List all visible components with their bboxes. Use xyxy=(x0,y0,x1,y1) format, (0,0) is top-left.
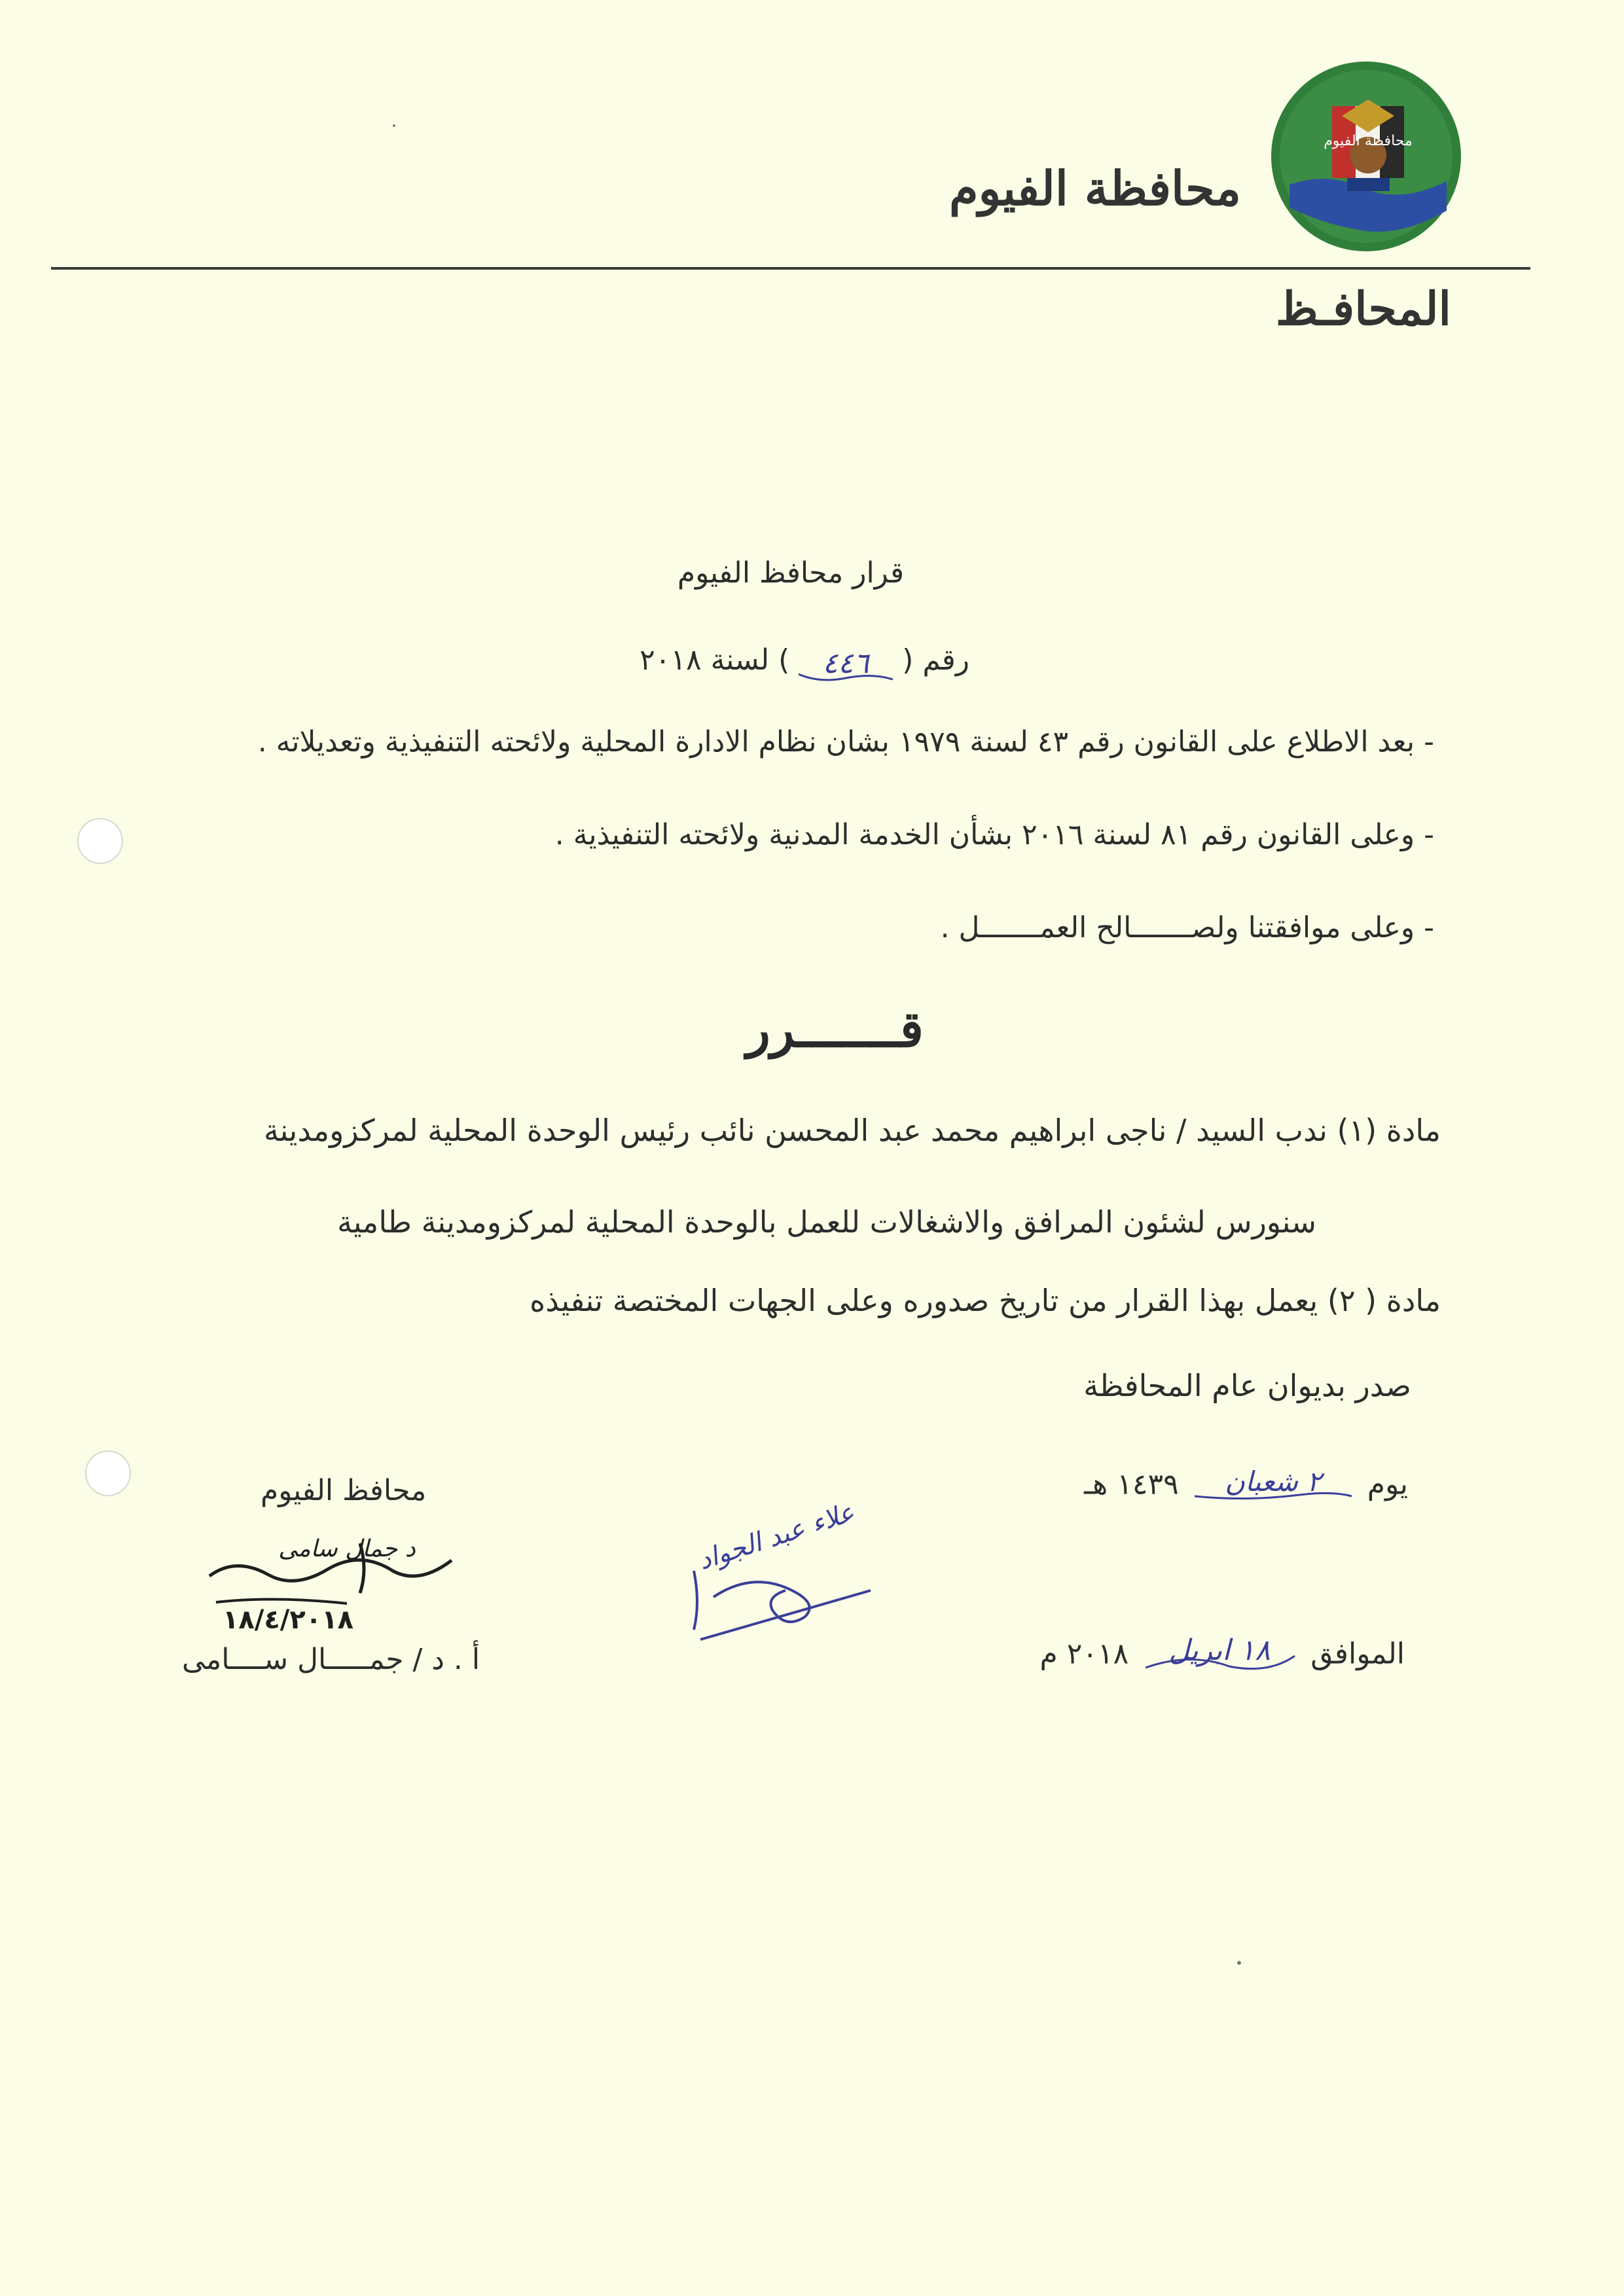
governorate-title: محافظة الفيوم xyxy=(949,160,1241,216)
hijri-date-suffix: ١٤٣٩ هـ xyxy=(1084,1467,1179,1501)
preamble-item: - بعد الاطلاع على القانون رقم ٤٣ لسنة ١٩٧٩ بشان نظام الادارة المحلية ولائحته التنفيذية وتعديلاته . xyxy=(257,725,1434,759)
article-1-line-1: مادة (١) ندب السيد / ناجى ابراهيم محمد عبد المحسن نائب رئيس الوحدة المحلية لمركزومدينة xyxy=(264,1113,1441,1148)
issued-at: صدر بديوان عام المحافظة xyxy=(1083,1368,1411,1403)
handwritten-hijri-date xyxy=(1188,1460,1358,1513)
article-1-line-2: سنورس لشئون المرافق والاشغالات للعمل بالوحدة المحلية لمركزومدينة طامية xyxy=(337,1204,1316,1240)
decision-number-suffix: ) لسنة ٢٠١٨ xyxy=(640,643,790,677)
governor-name: أ . د / جمـــــال ســــامى xyxy=(182,1643,480,1676)
decree-heading: قـــــــرر xyxy=(746,1000,924,1058)
handwritten-gregorian-date xyxy=(1138,1626,1301,1685)
preamble-item: - وعلى موافقتنا ولصـــــــالح العمـــــــل . xyxy=(940,911,1434,944)
handwritten-number-text: ٤٤٦ xyxy=(822,647,869,680)
hijri-date-prefix: يوم xyxy=(1367,1467,1408,1501)
handwritten-decision-number xyxy=(793,640,898,683)
fayoum-governorate-seal-icon xyxy=(1270,60,1463,253)
article-2: مادة ( ٢) يعمل بهذا القرار من تاريخ صدوره وعلى الجهات المختصة تنفيذه xyxy=(530,1283,1441,1318)
gregorian-handwritten-text: ١٨ ابريل xyxy=(1168,1634,1271,1667)
header-divider xyxy=(51,267,1530,270)
office-title: المحافـظ xyxy=(1275,281,1451,336)
governor-sign-text: د جمال سامى xyxy=(278,1535,416,1562)
hijri-handwritten-text: ٢ شعبان xyxy=(1224,1465,1322,1498)
decision-number-line xyxy=(640,640,969,683)
secondary-handwritten-signature xyxy=(674,1499,884,1649)
hijri-date xyxy=(1084,1460,1408,1513)
punch-hole xyxy=(85,1450,131,1496)
secondary-signature-text: علاء عبد الجواد xyxy=(695,1499,858,1576)
decision-number-prefix: رقم ( xyxy=(902,643,969,677)
governor-sign-date: ١٨/٤/٢٠١٨ xyxy=(222,1605,354,1635)
seal-text: محافظة الفيوم xyxy=(1324,133,1413,149)
punch-hole xyxy=(77,818,123,864)
paper-speck xyxy=(393,124,395,127)
gregorian-date-prefix: الموافق xyxy=(1310,1637,1405,1671)
gregorian-date-suffix: ٢٠١٨ م xyxy=(1039,1637,1129,1671)
governor-label: محافظ الفيوم xyxy=(261,1474,427,1507)
gregorian-date xyxy=(1039,1626,1405,1685)
paper-speck xyxy=(1237,1961,1241,1965)
decision-title: قرار محافظ الفيوم xyxy=(677,556,904,590)
governor-handwritten-signature xyxy=(196,1530,497,1648)
preamble-item: - وعلى القانون رقم ٨١ لسنة ٢٠١٦ بشأن الخدمة المدنية ولائحته التنفيذية . xyxy=(554,818,1434,852)
